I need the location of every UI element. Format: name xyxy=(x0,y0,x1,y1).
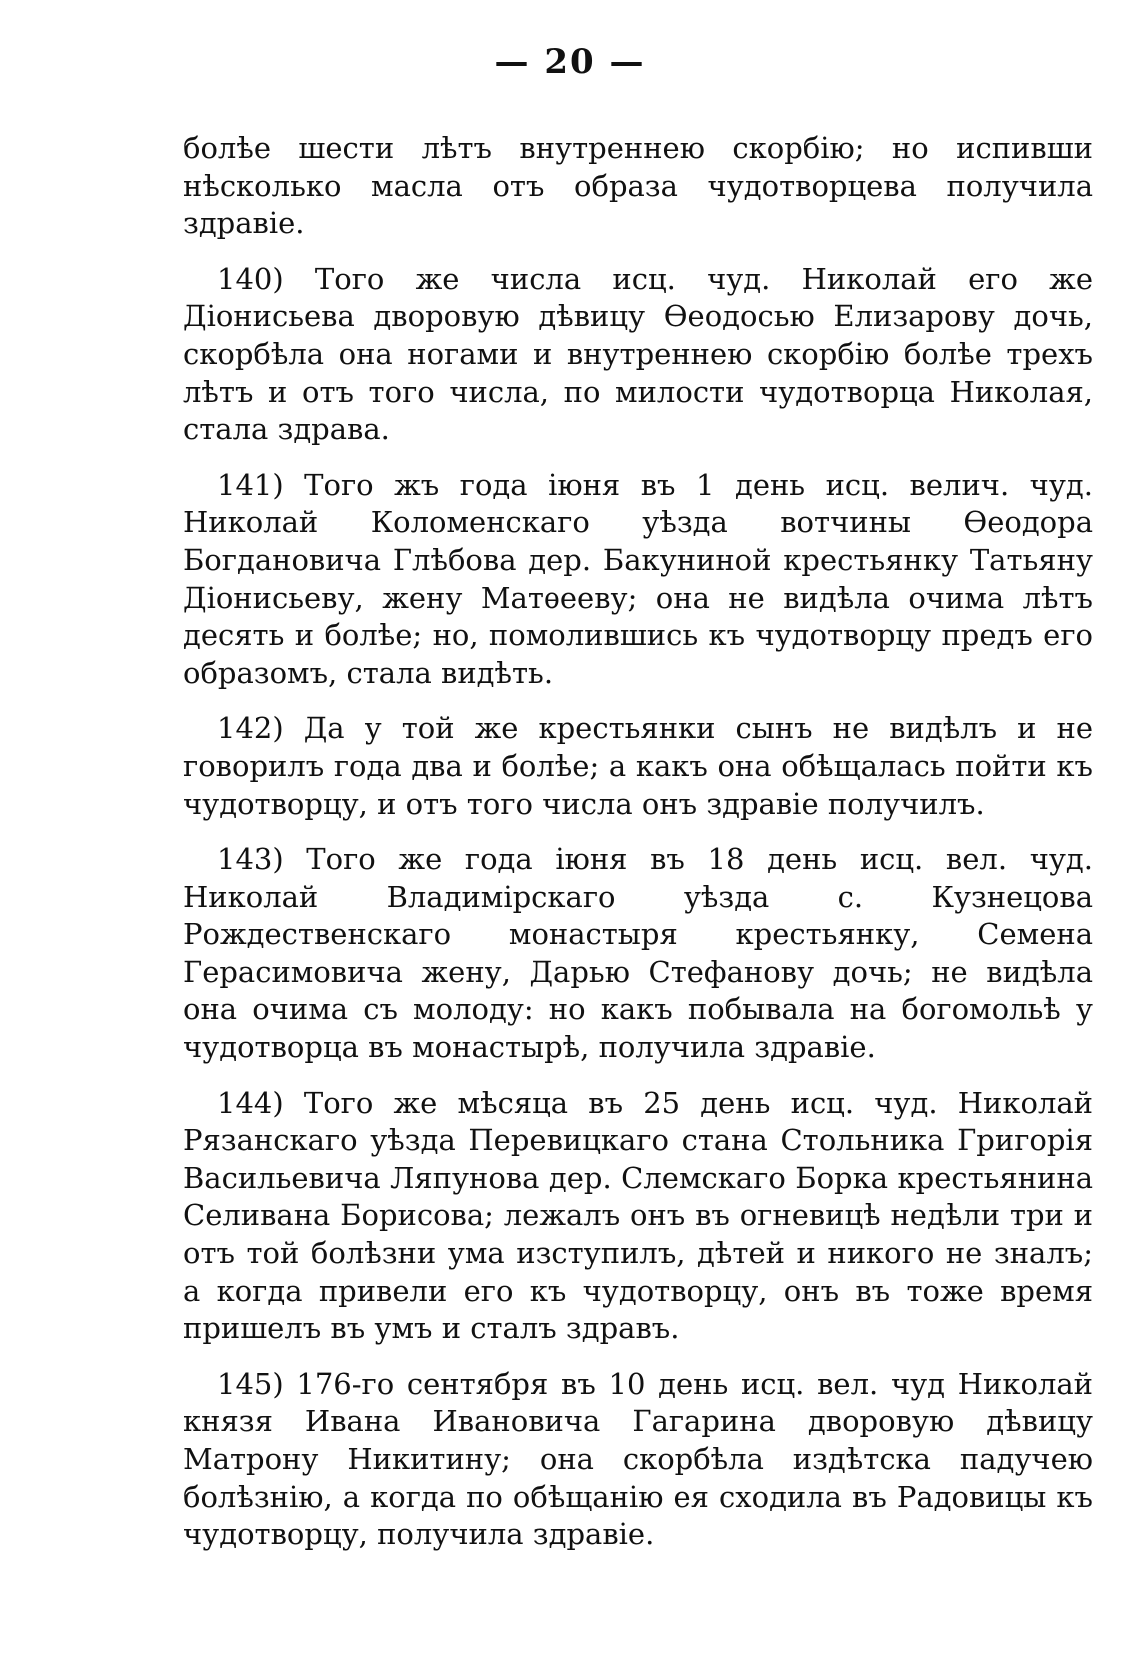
paragraph-142: 142) Да у той же крестьянки сынъ не видѣлъ и не говорилъ года два и болѣе; а какъ она обѣщалась пойти къ чудотворцу, и отъ того числа онъ здравіе получилъ. xyxy=(183,711,1093,821)
paragraph-143: 143) Того же года іюня въ 18 день исц. вел. чуд. Николай Владимірскаго уѣзда с. Кузнецова Рождественскаго монастыря крестьянку, Семена Герасимовича жену, Дарью Стефанову дочь; не видѣла она очима съ молоду: но какъ побывала на богомольѣ у чудотворца въ монастырѣ, получила здравіе. xyxy=(183,842,1093,1065)
paragraph-144: 144) Того же мѣсяца въ 25 день исц. чуд. Николай Рязанскаго уѣзда Перевицкаго стана Стольника Григорія Васильевича Ляпунова дер. Слемскаго Борка крестьянина Селивана Борисова; лежалъ онъ въ огневицѣ недѣли три и отъ той болѣзни ума изступилъ, дѣтей и никого не зналъ; а когда привели его къ чудотворцу, онъ въ тоже время пришелъ въ умъ и сталъ здравъ. xyxy=(183,1085,1093,1346)
paragraph-140: 140) Того же числа исц. чуд. Николай его же Діонисьева дворовую дѣвицу Ѳеодосью Елизарову дочь, скорбѣла она ногами и внутреннею скорбію болѣе трехъ лѣтъ и отъ того числа, по милости чудотворца Николая, стала здрава. xyxy=(183,261,1093,447)
paragraph-141: 141) Того жъ года іюня въ 1 день исц. велич. чуд. Николай Коломенскаго уѣзда вотчины Ѳеодора Богдановича Глѣбова дер. Бакуниной крестьянку Татьяну Діонисьеву, жену Матѳееву; она не видѣла очима лѣтъ десять и болѣе; но, помолившись къ чудотворцу предъ его образомъ, стала видѣть. xyxy=(183,467,1093,690)
paragraph-145: 145) 176-го сентября въ 10 день исц. вел. чуд Николай князя Ивана Ивановича Гагарина дворовую дѣвицу Матрону Никитину; она скорбѣла издѣтска падучею болѣзнію, а когда по обѣщанію ея сходила въ Радовицы къ чудотворцу, получила здравіе. xyxy=(183,1366,1093,1552)
page-number: — 20 — xyxy=(494,42,646,82)
body-text xyxy=(183,130,1093,1572)
paragraph-continuation: болѣе шести лѣтъ внутреннею скорбію; но испивши нѣсколько масла отъ образа чудотворцева получила здравіе. xyxy=(183,131,1093,241)
